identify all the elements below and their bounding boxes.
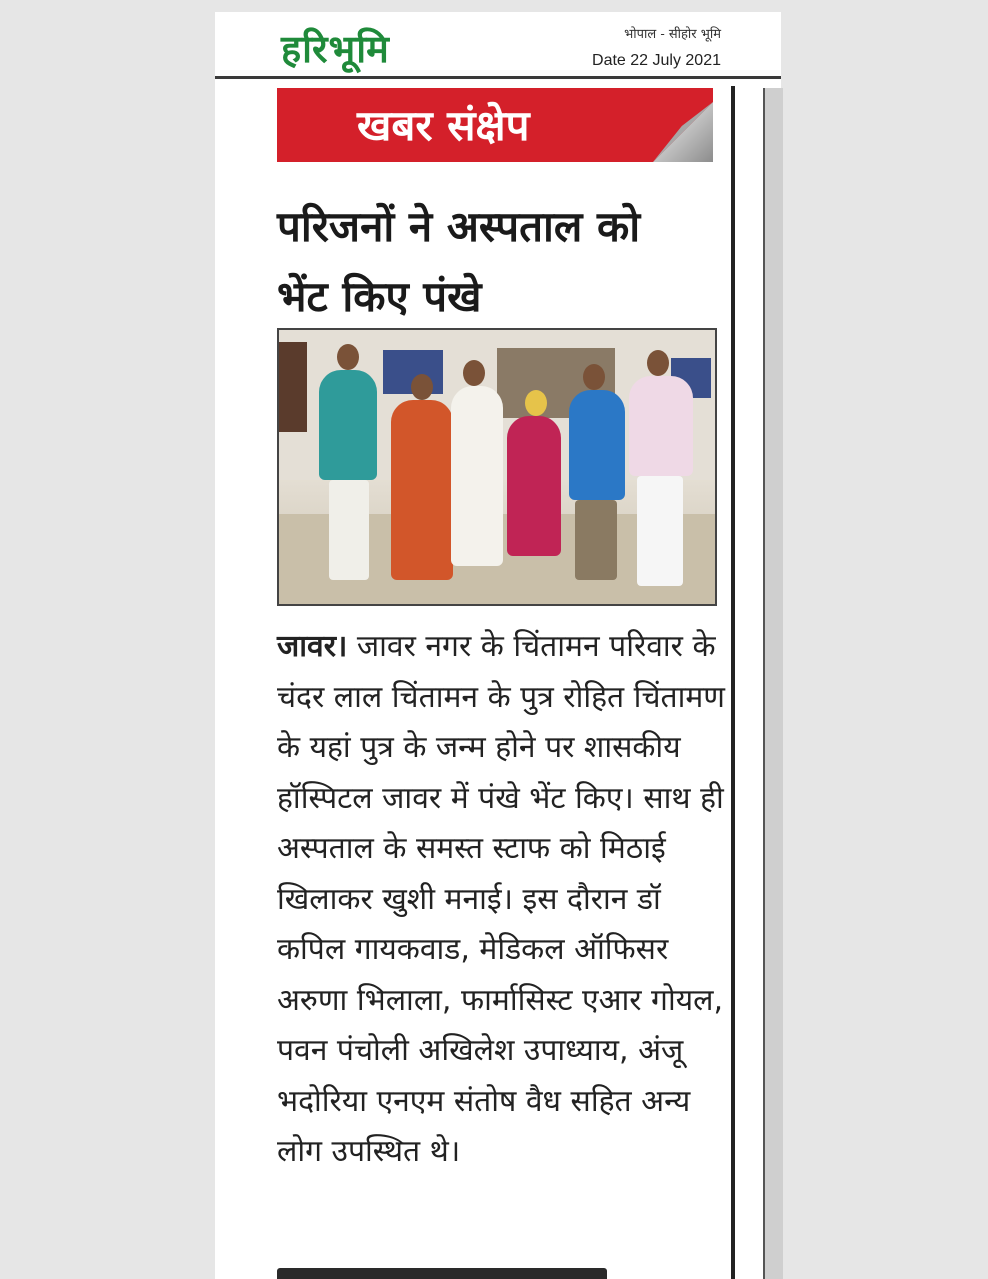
article-dateline: जावर। xyxy=(277,629,348,664)
next-headline-cutoff xyxy=(277,1268,607,1279)
person-red-dress xyxy=(507,416,561,556)
person-pink-shirt xyxy=(629,376,693,476)
article-body xyxy=(277,622,727,1178)
section-banner xyxy=(277,88,713,162)
headline-line-2: भेंट किए पंखे xyxy=(277,272,482,321)
person-head xyxy=(411,374,433,400)
column-divider xyxy=(731,86,735,1279)
person-head xyxy=(463,360,485,386)
person-trousers xyxy=(637,476,683,586)
article-body-text: जावर नगर के चिंतामन परिवार के चंदर लाल चिंतामन के पुत्र रोहित चिंतामण के यहां पुत्र के जन्म होने पर शासकीय हॉस्पिटल जावर में पंखे भेंट किए। साथ ही अस्पताल के समस्त स्टाफ को मिठाई खिलाकर खुशी मनाई। इस दौरान डॉ कपिल गायकवाड, मेडिकल ऑफिसर अरुणा भिलाला, फार्मासिस्ट एआर गोयल, पवन पंचोली अखिलेश उपाध्याय, अंजू भदोरिया एनएम संतोष वैध सहित अन्य लोग उपस्थित थे। xyxy=(277,629,725,1169)
publication-date: Date 22 July 2021 xyxy=(592,52,721,69)
person-head xyxy=(337,344,359,370)
person-head xyxy=(647,350,669,376)
adjacent-column-edge xyxy=(763,88,783,1279)
masthead xyxy=(215,12,781,78)
masthead-rule xyxy=(215,76,781,79)
photo-door xyxy=(279,342,307,432)
section-label: खबर संक्षेप xyxy=(357,101,530,150)
article-headline xyxy=(277,192,727,332)
headline-line-1: परिजनों ने अस्पताल को xyxy=(277,202,641,251)
person-head xyxy=(525,390,547,416)
person-shirt xyxy=(319,370,377,480)
newspaper-logo: हरिभूमि xyxy=(281,27,390,71)
person-blue-shirt xyxy=(569,390,625,500)
person-trousers xyxy=(329,480,369,580)
newspaper-clipping xyxy=(215,12,781,1279)
edition-name: भोपाल - सीहोर भूमि xyxy=(624,27,721,42)
person-trousers xyxy=(575,500,617,580)
person-white-clothes xyxy=(451,386,503,566)
person-saree xyxy=(391,400,453,580)
article-photo xyxy=(277,328,717,606)
person-head xyxy=(583,364,605,390)
